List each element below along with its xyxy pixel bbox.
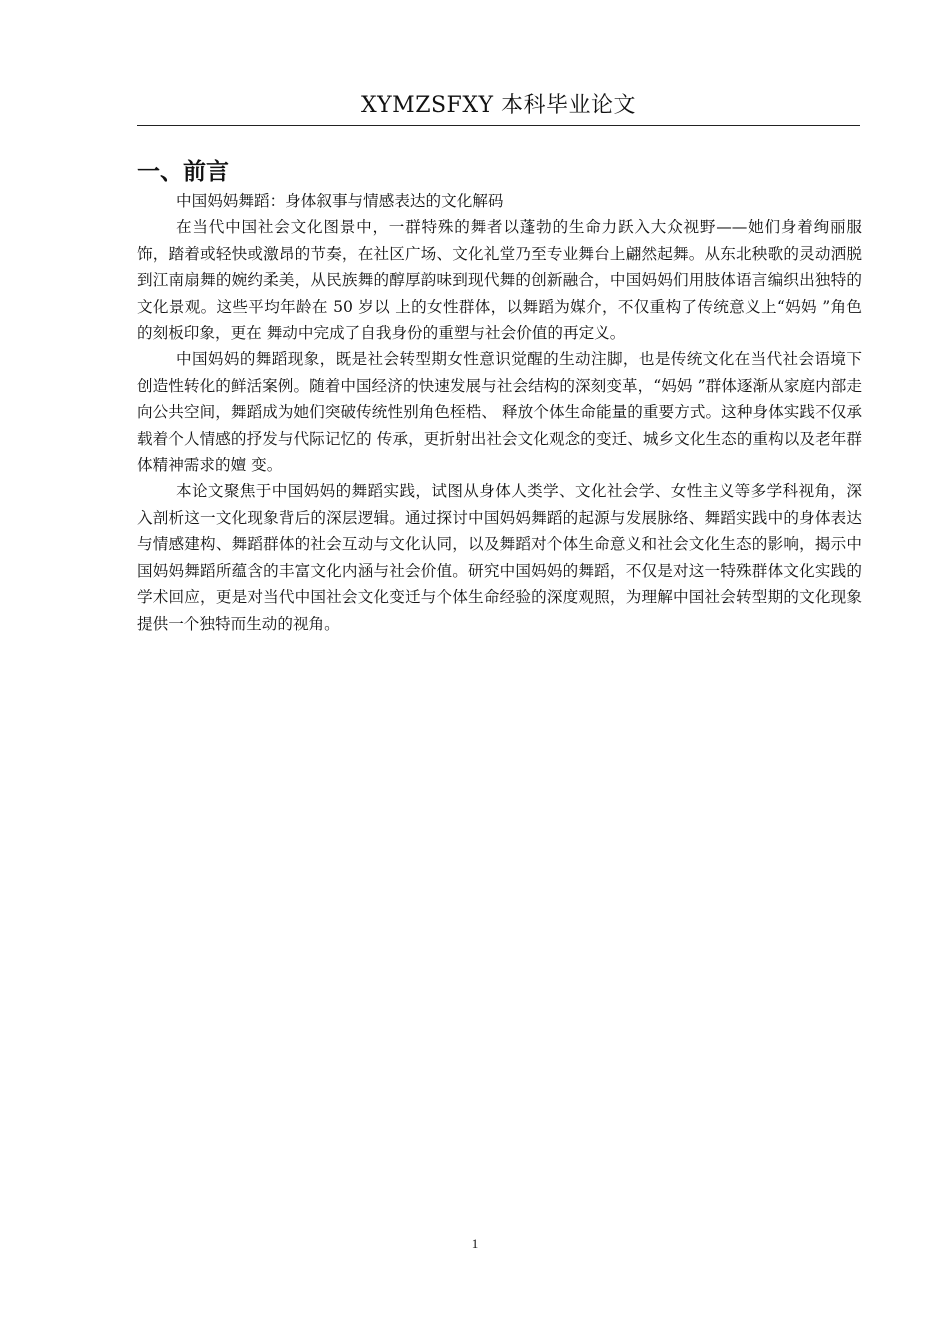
section-heading: 一、前言 [137, 159, 229, 185]
section-subtitle: 中国妈妈舞蹈：身体叙事与情感表达的文化解码 [176, 192, 504, 210]
header-divider [137, 125, 860, 126]
paragraph-2: 中国妈妈的舞蹈现象，既是社会转型期女性意识觉醒的生动注脚，也是传统文化在当代社会语境下创造性转化的鲜活案例。随着中国经济的快速发展与社会结构的深刻变革，“妈妈 ”群体逐渐从家庭内部走向公共空间，舞蹈成为她们突破传统性别角色桎梏、 释放个体生命能量的重要方式。这种身体实践不仅承载着个人情感的抒发与代际记忆的 传承，更折射出社会文化观念的变迁、城乡文化生态的重构以及老年群体精神需求的嬗 变。 [137, 350, 862, 475]
paragraph-3: 本论文聚焦于中国妈妈的舞蹈实践，试图从身体人类学、文化社会学、女性主义等多学科视角，深入剖析这一文化现象背后的深层逻辑。通过探讨中国妈妈舞蹈的起源与发展脉络、舞蹈实践中的身体表达与情感建构、舞蹈群体的社会互动与文化认同，以及舞蹈对个体生命意义和社会文化生态的影响，揭示中国妈妈舞蹈所蕴含的丰富文化内涵与社会价值。研究中国妈妈的舞蹈，不仅是对这一特殊群体文化实践的学术回应，更是对当代中国社会文化变迁与个体生命经验的深度观照，为理解中国社会转型期的文化现象提供一个独特而生动的视角。 [137, 482, 862, 633]
paragraph-1: 在当代中国社会文化图景中，一群特殊的舞者以蓬勃的生命力跃入大众视野——她们身着绚丽服饰，踏着或轻快或激昂的节奏，在社区广场、文化礼堂乃至专业舞台上翩然起舞。从东北秧歌的灵动洒脱到江南扇舞的婉约柔美，从民族舞的醇厚韵味到现代舞的创新融合，中国妈妈们用肢体语言编织出独特的文化景观。这些平均年龄在 50 岁以 上的女性群体，以舞蹈为媒介，不仅重构了传统意义上“妈妈 ”角色的刻板印象，更在 舞动中完成了自我身份的重塑与社会价值的再定义。 [137, 218, 862, 343]
page-header-title: XYMZSFXY 本科毕业论文 [360, 93, 636, 118]
page-number: 1 [471, 1236, 479, 1251]
section-body [137, 188, 862, 637]
